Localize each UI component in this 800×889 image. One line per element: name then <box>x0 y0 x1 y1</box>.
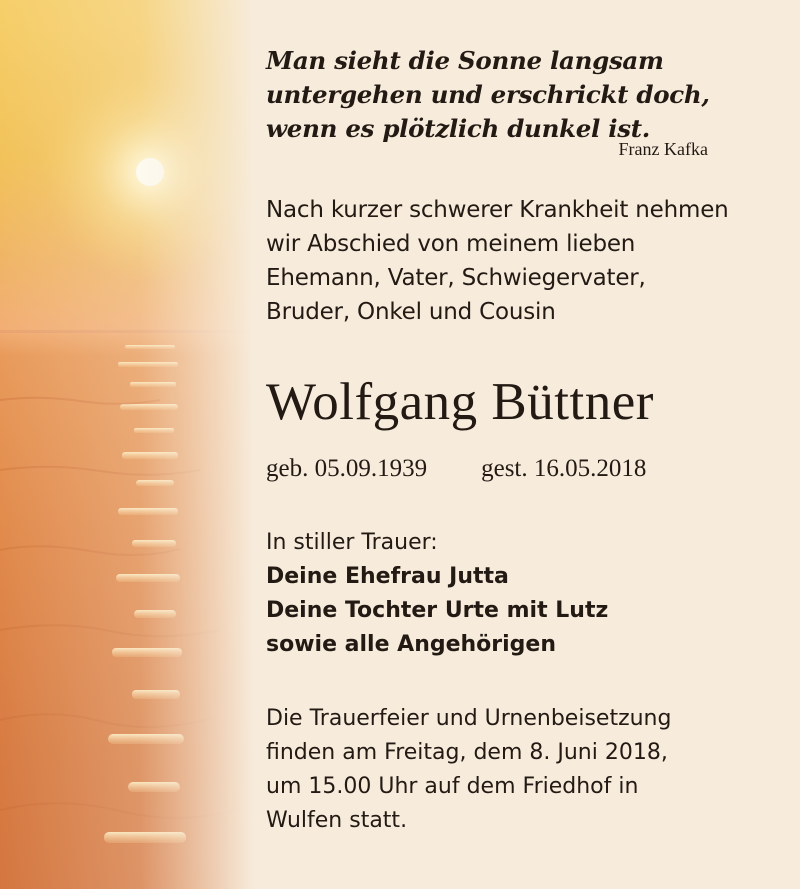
quote <box>266 44 786 146</box>
sunset-image <box>0 0 255 889</box>
mourner-line: sowie alle Angehörigen <box>266 632 557 657</box>
service-line: Wulfen statt. <box>266 808 408 833</box>
quote-line: untergehen und erschrickt doch, <box>266 80 710 109</box>
mourners <box>266 526 786 662</box>
sunset-photo <box>0 0 255 889</box>
obituary-text <box>266 44 786 838</box>
quote-author: Franz Kafka <box>618 139 708 159</box>
quote-line: Man sieht die Sonne langsam <box>266 46 664 75</box>
service-line: Die Trauerfeier und Urnenbeisetzung <box>266 706 672 731</box>
mourner-line: Deine Ehefrau Jutta <box>266 564 509 589</box>
intro-line: Bruder, Onkel und Cousin <box>266 299 556 325</box>
intro-line: Nach kurzer schwerer Krankheit nehmen <box>266 197 729 223</box>
intro-line: wir Abschied von meinem lieben <box>266 231 636 257</box>
service-line: finden am Freitag, dem 8. Juni 2018, <box>266 740 668 765</box>
life-dates <box>266 454 786 484</box>
intro-text <box>266 193 786 329</box>
birth-date: geb. 05.09.1939 <box>266 455 428 482</box>
service-line: um 15.00 Uhr auf dem Friedhof in <box>266 774 639 799</box>
intro-line: Ehemann, Vater, Schwiegervater, <box>266 265 646 291</box>
service-info <box>266 702 786 838</box>
death-date: gest. 16.05.2018 <box>481 455 647 482</box>
deceased-name: Wolfgang Büttner <box>266 373 654 431</box>
mourners-heading: In stiller Trauer: <box>266 530 438 555</box>
quote-line: wenn es plötzlich dunkel ist. <box>266 114 651 143</box>
mourner-line: Deine Tochter Urte mit Lutz <box>266 598 609 623</box>
